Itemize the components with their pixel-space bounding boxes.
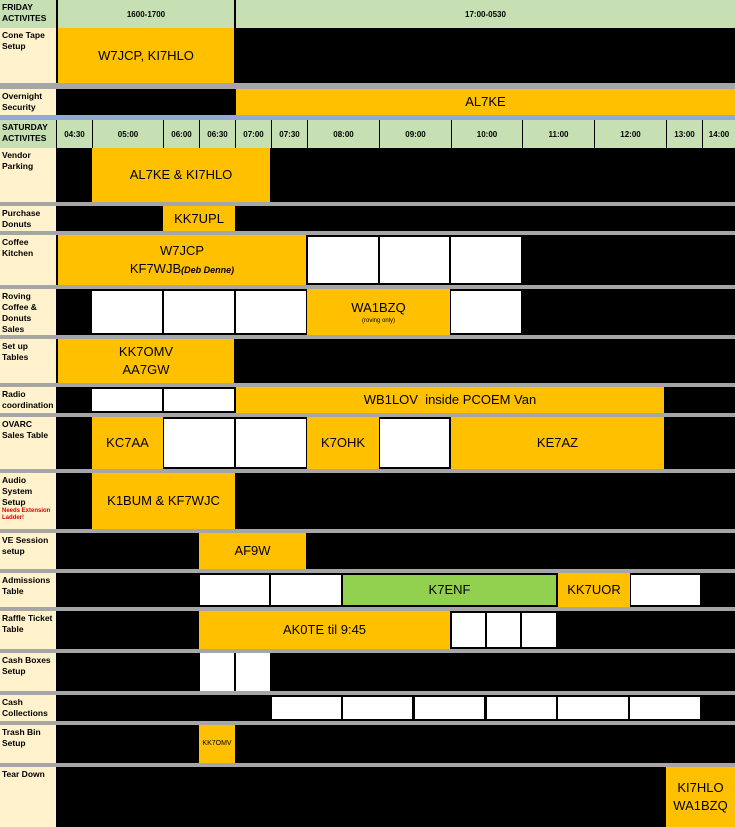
open-slot — [236, 419, 306, 467]
time-1200: 12:00 — [594, 120, 666, 148]
open-slot — [451, 291, 521, 333]
row-label-cone-tape: Cone Tape Setup — [0, 28, 56, 83]
open-slot — [558, 697, 628, 719]
row-label-admissions: Admissions Table — [0, 573, 56, 607]
trash-assignment: KK7OMV — [199, 725, 235, 763]
row-label-radio-coordination: Radio coordination — [0, 387, 56, 413]
row-label-cash-collections: Cash Collections — [0, 695, 56, 721]
row-label-roving-coffee: Roving Coffee & Donuts Sales — [0, 289, 56, 335]
tables-volunteer-2: AA7GW — [122, 362, 170, 377]
row-label-cash-boxes: Cash Boxes Setup — [0, 653, 56, 691]
time-1000: 10:00 — [451, 120, 522, 148]
donuts-lane — [56, 206, 735, 231]
raffle-assignment: AK0TE til 9:45 — [199, 611, 450, 649]
admissions-assignment-2: KK7UOR — [558, 573, 630, 607]
open-slot — [451, 237, 521, 283]
friday-col-1700-header: 17:00-0530 — [236, 0, 735, 28]
time-1400: 14:00 — [702, 120, 735, 148]
open-slot — [271, 575, 341, 605]
open-slot — [452, 613, 485, 647]
row-label-audio-setup — [0, 473, 56, 529]
tear-down-lane — [56, 767, 735, 827]
ve-assignment: AF9W — [199, 533, 306, 569]
cash-boxes-lane — [56, 653, 735, 691]
open-slot — [380, 237, 449, 283]
open-slot — [92, 291, 162, 333]
row-label-coffee-kitchen: Coffee Kitchen — [0, 235, 56, 285]
tables-volunteer-1: KK7OMV — [118, 344, 174, 359]
coffee-volunteer-2: KF7WJB(Deb Denne) — [129, 260, 235, 276]
security-assignment: AL7KE — [236, 89, 735, 115]
row-label-overnight-security: Overnight Security — [0, 89, 56, 115]
coffee-volunteer-note: (Deb Denne) — [181, 264, 235, 275]
roving-volunteer: WA1BZQ — [351, 300, 406, 315]
radio-assignment: WB1LOV inside PCOEM Van — [236, 387, 664, 413]
coffee-volunteer-1: W7JCP — [159, 242, 205, 258]
open-slot — [522, 613, 556, 647]
open-slot — [92, 389, 162, 411]
row-label-ve-session: VE Session setup — [0, 533, 56, 569]
roving-note: (roving only) — [361, 318, 395, 324]
open-slot — [487, 613, 520, 647]
open-slot — [272, 697, 341, 719]
open-slot — [236, 653, 270, 691]
open-slot — [308, 237, 378, 283]
friday-header-label: FRIDAY ACTIVITES — [0, 0, 56, 28]
time-0630: 06:30 — [199, 120, 235, 148]
donuts-assignment: KK7UPL — [163, 206, 235, 231]
open-slot — [630, 697, 700, 719]
open-slot — [631, 575, 700, 605]
row-label-trash-bin: Trash Bin Setup — [0, 725, 56, 763]
row-label-tear-down: Tear Down — [0, 767, 56, 827]
ovarc-assignment-1: KC7AA — [92, 417, 163, 469]
row-label-setup-tables: Set up Tables — [0, 339, 56, 383]
friday-col-1600-header: 1600-1700 — [58, 0, 234, 28]
tables-assignment — [58, 339, 234, 383]
row-label-vendor-parking: Vendor Parking — [0, 148, 56, 202]
open-slot — [415, 697, 484, 719]
coffee-assignment — [58, 235, 306, 285]
row-label-raffle: Raffle Ticket Table — [0, 611, 56, 649]
saturday-header-label: SATURDAY ACTIVITES — [0, 120, 56, 148]
time-0500: 05:00 — [92, 120, 163, 148]
time-0730: 07:30 — [271, 120, 307, 148]
ovarc-assignment-3: KE7AZ — [451, 417, 664, 469]
vendor-assignment: AL7KE & KI7HLO — [92, 148, 270, 202]
admissions-assignment-1: K7ENF — [343, 575, 556, 605]
row-label-ovarc-sales: OVARC Sales Table — [0, 417, 56, 469]
time-1300: 13:00 — [666, 120, 702, 148]
audio-ladder-warning: Needs Extension Ladder! — [2, 508, 51, 521]
time-1100: 11:00 — [522, 120, 594, 148]
audio-label-text: Audio System Setup — [2, 475, 33, 507]
row-label-purchase-donuts: Purchase Donuts — [0, 206, 56, 231]
ve-lane — [56, 533, 735, 569]
time-0700: 07:00 — [235, 120, 271, 148]
tear-down-volunteer-1: KI7HLO — [677, 780, 724, 795]
open-slot — [380, 419, 449, 467]
open-slot — [343, 697, 412, 719]
open-slot — [164, 389, 234, 411]
open-slot — [164, 419, 234, 467]
time-0900: 09:00 — [379, 120, 451, 148]
tear-down-volunteer-2: WA1BZQ — [673, 798, 728, 813]
trash-lane — [56, 725, 735, 763]
tear-down-assignment — [666, 767, 735, 827]
time-0800: 08:00 — [307, 120, 379, 148]
open-slot — [164, 291, 234, 333]
audio-assignment: K1BUM & KF7WJC — [92, 473, 235, 529]
roving-assignment — [307, 289, 450, 335]
open-slot — [236, 291, 306, 333]
time-0430: 04:30 — [56, 120, 92, 148]
time-0600: 06:00 — [163, 120, 199, 148]
ovarc-assignment-2: K7OHK — [307, 417, 379, 469]
open-slot — [200, 575, 269, 605]
cone-tape-assignment: W7JCP, KI7HLO — [58, 28, 234, 83]
open-slot — [487, 697, 556, 719]
open-slot — [200, 653, 234, 691]
